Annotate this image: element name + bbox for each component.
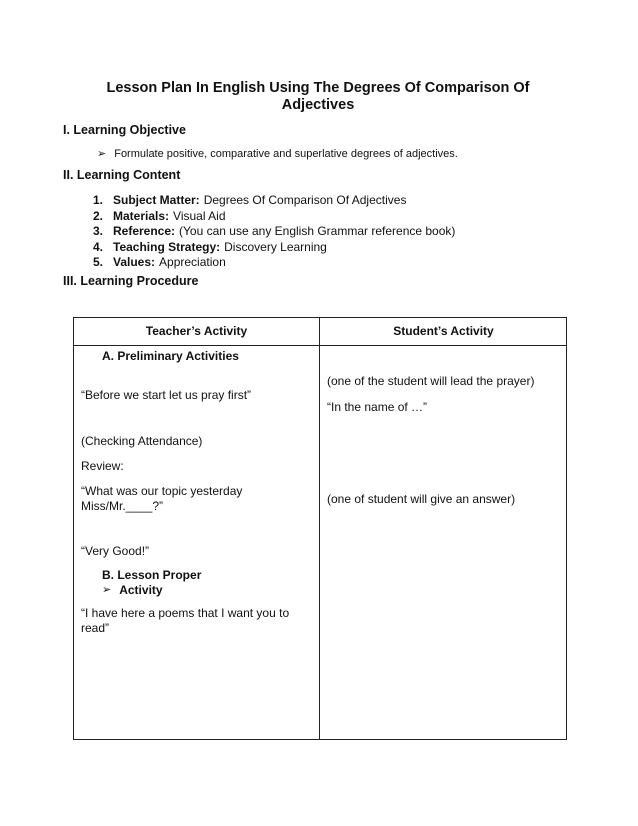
review-question-line-1: “What was our topic yesterday (81, 484, 243, 498)
student-in-the-name-text: “In the name of …” (327, 400, 428, 414)
review-label: Review: (81, 459, 124, 473)
arrow-bullet-icon: ➢ (102, 584, 112, 596)
section-heading-learning-procedure: III. Learning Procedure (63, 274, 199, 288)
teacher-pray-text: “Before we start let us pray first” (81, 388, 252, 402)
section-heading-learning-objective: I. Learning Objective (63, 123, 186, 137)
item-number: 5. (93, 255, 104, 269)
document-title: Lesson Plan In English Using The Degrees Of Comparison Of Adjectives (106, 80, 530, 113)
item-label: Teaching Strategy: (113, 239, 221, 254)
list-item (93, 224, 455, 240)
table-header-divider (74, 345, 566, 346)
poem-instruction-line-2: read” (81, 621, 110, 635)
item-label: Subject Matter: (113, 193, 200, 207)
objective-text: Formulate positive, comparative and superlative degrees of adjectives. (114, 147, 458, 160)
objective-bullet (97, 147, 458, 160)
table-column-divider (319, 318, 320, 739)
activity-label: Activity (119, 583, 163, 597)
item-label: Values: (113, 255, 156, 269)
item-label: Reference: (113, 224, 176, 238)
checking-attendance-text: (Checking Attendance) (81, 434, 203, 448)
list-item (93, 240, 455, 256)
teacher-activity-header: Teacher’s Activity (145, 324, 248, 338)
item-value: Visual Aid (173, 208, 226, 223)
poem-instruction-line-1: “I have here a poems that I want you to (81, 606, 290, 620)
lesson-proper-heading: B. Lesson Proper (102, 568, 202, 582)
learning-content-list (93, 193, 455, 271)
item-value: (You can use any English Grammar reference book) (179, 224, 456, 238)
item-number: 3. (93, 224, 104, 238)
activity-table (73, 317, 567, 740)
student-prayer-lead-text: (one of the student will lead the prayer) (327, 374, 535, 388)
list-item (93, 193, 455, 209)
item-value: Appreciation (159, 255, 226, 269)
preliminary-activities-heading: A. Preliminary Activities (102, 349, 239, 363)
item-value: Discovery Learning (224, 239, 327, 254)
item-number: 1. (93, 193, 104, 207)
very-good-text: “Very Good!” (81, 544, 150, 558)
activity-bullet (102, 583, 163, 598)
item-number: 4. (93, 239, 104, 254)
item-label: Materials: (113, 208, 170, 223)
student-activity-header: Student’s Activity (393, 324, 494, 338)
item-value: Degrees Of Comparison Of Adjectives (203, 193, 407, 207)
list-item (93, 255, 455, 271)
item-number: 2. (93, 208, 104, 223)
review-question-line-2: Miss/Mr.____?” (81, 499, 164, 513)
arrow-bullet-icon: ➢ (97, 148, 107, 160)
section-heading-learning-content: II. Learning Content (63, 168, 181, 182)
list-item (93, 209, 455, 225)
student-answer-text: (one of student will give an answer) (327, 492, 516, 506)
